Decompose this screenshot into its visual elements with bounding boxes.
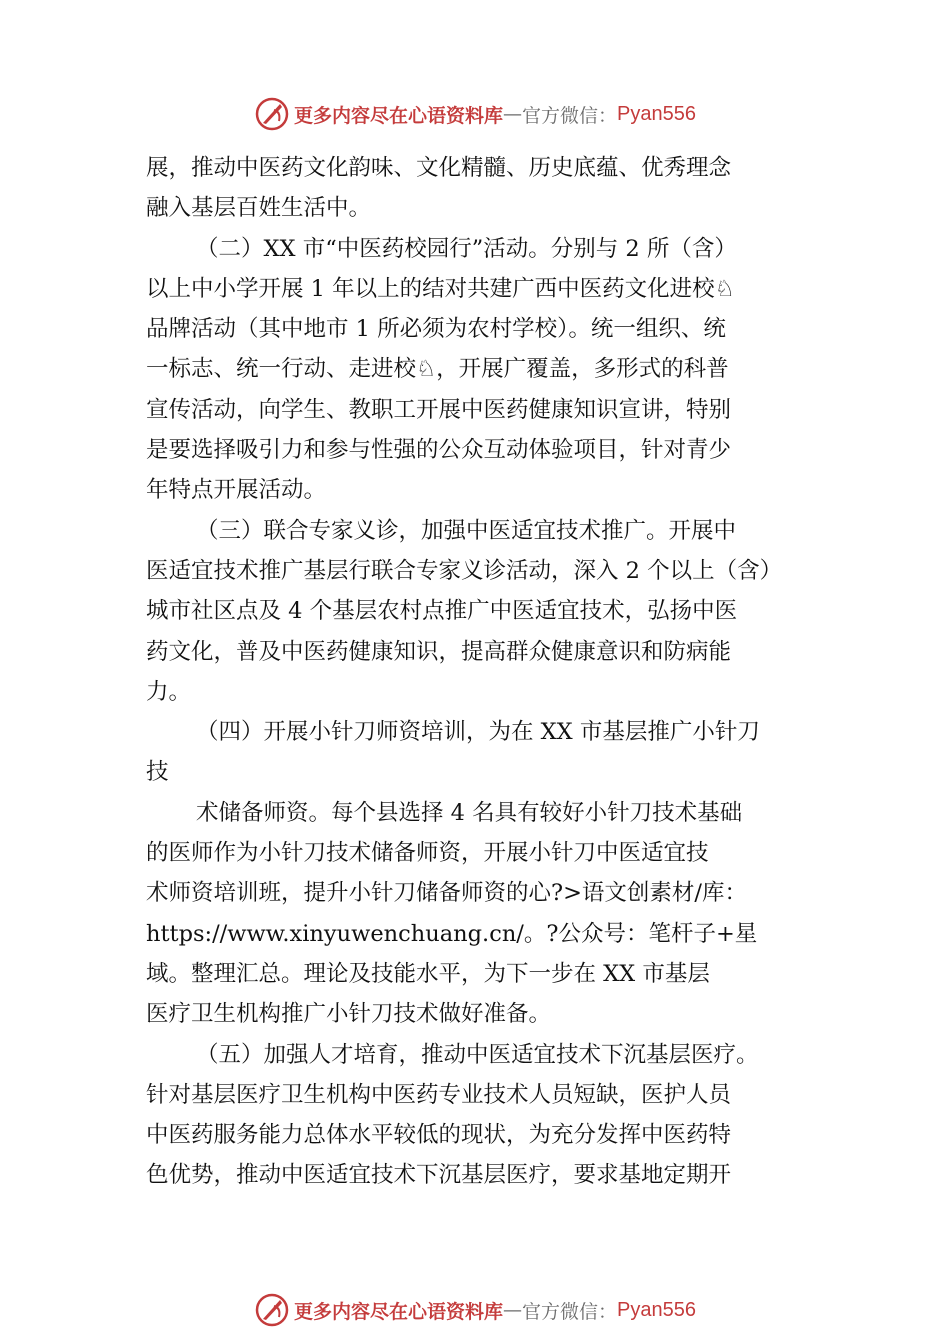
text-line: 技 <box>146 759 169 786</box>
text-line: 融入基层百姓生活中。 <box>146 195 372 222</box>
text-line: 城市社区点及 4 个基层农村点推广中医适宜技术，弘扬中医 <box>146 598 738 625</box>
paragraph-heading-2: （二）XX 市“中医药校园行”活动。分别与 2 所（含） <box>196 235 737 262</box>
text-line: 年特点开展活动。 <box>146 477 327 504</box>
footer-banner <box>0 1290 950 1330</box>
quill-logo-icon <box>254 96 290 132</box>
text-line: 力。 <box>146 678 192 705</box>
footer-banner-dash: — <box>503 1299 523 1321</box>
text-line: 医适宜技术推广基层行联合专家义诊活动，深入 2 个以上（含） <box>146 557 783 584</box>
text-line: 的医师作为小针刀技术储备师资，开展小针刀中医适宜技 <box>146 840 709 867</box>
paragraph-heading-5: （五）加强人才培育，推动中医适宜技术下沉基层医疗。 <box>196 1041 759 1068</box>
header-banner-text: 更多内容尽在心语资料库 <box>294 104 504 127</box>
text-line: 中医药服务能力总体水平较低的现状，为充分发挥中医药特 <box>146 1122 732 1149</box>
text-line: 以上中小学开展 1 年以上的结对共建广西中医药文化进校♘ <box>146 275 735 302</box>
quill-logo-icon <box>254 1292 290 1328</box>
header-banner <box>0 94 950 134</box>
text-line: 展，推动中医药文化韵味、文化精髓、历史底蕴、优秀理念 <box>146 155 732 181</box>
header-wechat-label: 官方微信： <box>522 104 618 127</box>
paragraph-heading-3: （三）联合专家义诊，加强中医适宜技术推广。开展中 <box>196 517 737 544</box>
text-line: 宣传活动，向学生、教职工开展中医药健康知识宣讲，特别 <box>146 396 732 423</box>
text-line: 术储备师资。每个县选择 4 名具有较好小针刀技术基础 <box>196 799 743 826</box>
text-line: 术师资培训班，提升小针刀储备师资的心?>语文创素材/库： <box>146 880 747 907</box>
paragraph-heading-4: （四）开展小针刀师资培训，为在 XX 市基层推广小针刀 <box>196 719 760 746</box>
text-line: 域。整理汇总。理论及技能水平，为下一步在 XX 市基层 <box>146 960 710 987</box>
text-line: 针对基层医疗卫生机构中医药专业技术人员短缺，医护人员 <box>146 1081 732 1108</box>
footer-banner-text: 更多内容尽在心语资料库 <box>294 1300 504 1323</box>
text-line: https://www.xinyuwenchuang.cn/。?公众号：笔杆子+星 <box>146 920 758 947</box>
header-banner-dash: — <box>503 103 523 125</box>
text-line: 品牌活动（其中地市 1 所必须为农村学校）。统一组织、统 <box>146 316 726 343</box>
text-line: 药文化，普及中医药健康知识，提高群众健康意识和防病能 <box>146 638 732 665</box>
text-line: 一标志、统一行动、走进校♘，开展广覆盖，多形式的科普 <box>146 356 729 383</box>
footer-wechat-label: 官方微信： <box>522 1300 618 1323</box>
footer-wechat-id: Pyan556 <box>617 1298 696 1321</box>
header-wechat-id: Pyan556 <box>617 102 696 125</box>
text-line: 医疗卫生机构推广小针刀技术做好准备。 <box>146 1001 552 1028</box>
text-line: 是要选择吸引力和参与性强的公众互动体验项目，针对青少 <box>146 437 732 464</box>
text-line: 色优势，推动中医适宜技术下沉基层医疗，要求基地定期开 <box>146 1162 732 1189</box>
document-body <box>146 148 836 1196</box>
